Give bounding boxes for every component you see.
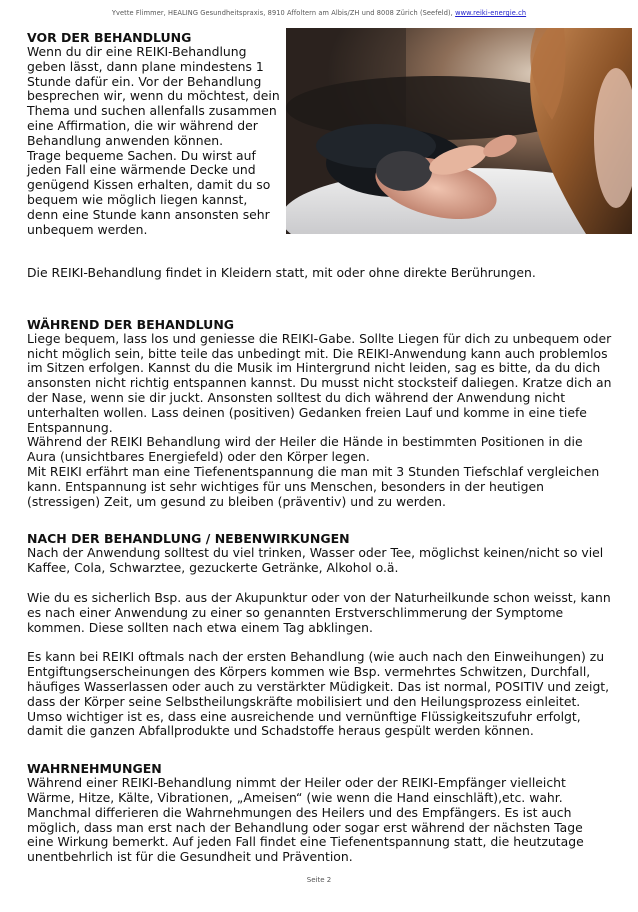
reiki-treatment-photo: [286, 28, 632, 234]
section-title: NACH DER BEHANDLUNG / NEBENWIRKUNGEN: [27, 531, 350, 547]
paragraph: Mit REIKI erfährt man eine Tiefenentspannung die man mit 3 Stunden Tiefschlaf vergleichen kann. Entspannung ist sehr wichtiges für uns Menschen, besonders in der heutigen (stressigen) Zeit, um gesund zu bleiben (präventiv) und zu werden.: [27, 463, 600, 509]
paragraph: Trage bequeme Sachen. Du wirst auf jeden Fall eine wärmende Decke und genügend Kissen erhalten, damit du so bequem wie möglich liegen kannst, denn eine Stunde kann ansonsten sehr unbequem werden.: [27, 147, 271, 237]
paragraph: Es kann bei REIKI oftmals nach der ersten Behandlung (wie auch nach den Einweihungen) zu Entgiftungserscheinungen des Körpers kommen wie Bsp. vermehrtes Schwitzen, Durchfall, häufiges Wasserlassen oder auch zu verstärkter Müdigkeit. Das ist normal, POSITIV und zeigt, dass der Körper seine Selbstheilungskräfte mobilisiert und den Heilungsprozess einleitet.: [27, 649, 610, 709]
paragraph: Umso wichtiger ist es, dass eine ausreichende und vernünftige Flüssigkeitszufuhr erfolgt, damit die ganzen Abfallprodukte und Schadstoffe heraus gespült werden können.: [27, 708, 581, 739]
document-body: [27, 30, 613, 865]
section-perceptions: [27, 761, 613, 865]
header-text: Yvette Flimmer, HEALING Gesundheitspraxis, 8910 Affoltern am Albis/ZH und 8008 Zürich (Seefeld),: [111, 9, 453, 17]
paragraph: Nach der Anwendung solltest du viel trinken, Wasser oder Tee, möglichst keinen/nicht so viel Kaffee, Cola, Schwarztee, gezuckerte Getränke, Alkohol o.ä.: [27, 545, 604, 576]
paragraph: Wenn du dir eine REIKI-Behandlung geben lässt, dann plane mindestens 1 Stunde dafür ein. Vor der Behandlung besprechen wir, wenn du möchtest, dein Thema und suchen allenfalls zusammen eine Affirmation, die wir während der Behandlung anwenden können.: [27, 44, 280, 148]
website-link[interactable]: www.reiki-energie.ch: [455, 9, 527, 17]
page-header: [0, 9, 638, 17]
paragraph: Die REIKI-Behandlung findet in Kleidern statt, mit oder ohne direkte Berührungen.: [27, 265, 536, 280]
section-title: VOR DER BEHANDLUNG: [27, 30, 192, 45]
paragraph: Wie du es sicherlich Bsp. aus der Akupunktur oder von der Naturheilkunde schon weisst, kann es nach einer Anwendung zu einer so genannten Erstverschlimmerung der Symptome kommen. Diese sollten nach etwa einem Tag abklingen.: [27, 589, 611, 635]
section-title: WÄHREND DER BEHANDLUNG: [27, 316, 235, 332]
paragraph: Während einer REIKI-Behandlung nimmt der Heiler oder der REIKI-Empfänger vielleicht Wärme, Hitze, Kälte, Vibrationen, „Ameisen“ (wie wenn die Hand einschläft),etc. wahr. Manchmal differieren die Wahrnehmungen des Heilers und des Empfängers. Es ist auch möglich, dass man erst nach der Behandlung oder sogar erst während der nächsten Tage eine Wirkung bemerkt. Auf jeden Fall findet eine Tiefenentspannung statt, die heutzutage unentbehrlich ist für die Gesundheit und Prävention.: [27, 775, 584, 865]
paragraph: Liege bequem, lass los und geniesse die REIKI-Gabe. Sollte Liegen für dich zu unbequem oder nicht möglich sein, bitte teile das unbedingt mit. Die REIKI-Anwendung kann auch problemlos im Sitzen erfolgen. Kannst du die Musik im Hintergrund nicht leiden, sag es bitte, da du dich ansonsten nicht richtig entspannen kannst. Du musst nicht stocksteif daliegen. Kratze dich an der Nase, wenn sie dir juckt. Ansonsten solltest du dich während der Anwendung nicht unterhalten wollen. Lass deinen (positiven) Gedanken freien Lauf und komme in eine tiefe Entspannung.: [27, 330, 612, 435]
page-number: Seite 2: [306, 876, 332, 884]
section-during-treatment: [27, 317, 613, 510]
section-after-treatment: [27, 531, 613, 739]
section-title: WAHRNEHMUNGEN: [27, 761, 162, 777]
section-before-treatment: [27, 30, 613, 254]
paragraph: Während der REIKI Behandlung wird der Heiler die Hände in bestimmten Positionen in die Aura (unsichtbares Energiefeld) oder den Körper legen.: [27, 434, 583, 465]
